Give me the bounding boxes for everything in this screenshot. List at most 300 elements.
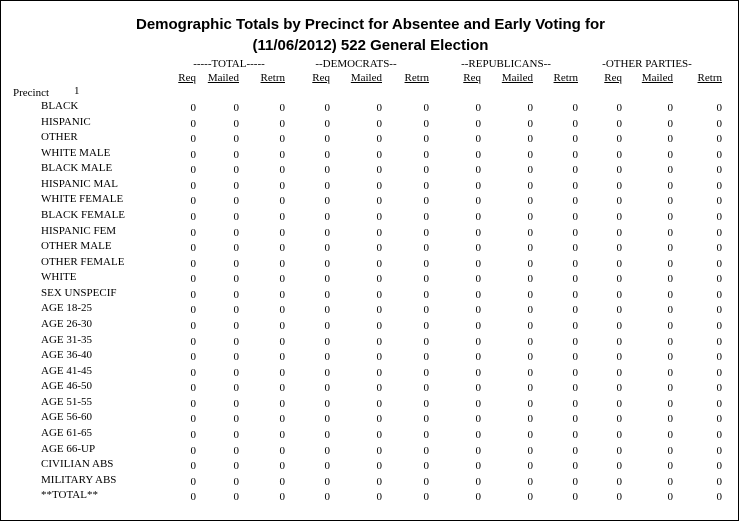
table-cell: 0 bbox=[324, 491, 330, 503]
table-cell: 0 bbox=[667, 211, 673, 223]
table-cell: 0 bbox=[423, 102, 429, 114]
table-cell: 0 bbox=[616, 382, 622, 394]
row-label: AGE 66-UP bbox=[41, 443, 96, 455]
table-cell: 0 bbox=[324, 149, 330, 161]
table-cell: 0 bbox=[716, 398, 722, 410]
row-label: SEX UNSPECIF bbox=[41, 287, 117, 299]
table-cell: 0 bbox=[423, 289, 429, 301]
row-label: HISPANIC FEM bbox=[41, 225, 117, 237]
table-cell: 0 bbox=[376, 413, 382, 425]
table-cell: 0 bbox=[190, 460, 196, 472]
table-cell: 0 bbox=[667, 273, 673, 285]
table-cell: 0 bbox=[190, 180, 196, 192]
table-cell: 0 bbox=[572, 304, 578, 316]
row-label: WHITE bbox=[41, 271, 77, 283]
group-header-republicans: --REPUBLICANS-- bbox=[461, 58, 551, 70]
table-cell: 0 bbox=[616, 273, 622, 285]
table-cell: 0 bbox=[324, 195, 330, 207]
table-cell: 0 bbox=[616, 133, 622, 145]
table-cell: 0 bbox=[527, 491, 533, 503]
table-cell: 0 bbox=[190, 133, 196, 145]
table-cell: 0 bbox=[233, 164, 239, 176]
table-cell: 0 bbox=[572, 413, 578, 425]
table-cell: 0 bbox=[527, 133, 533, 145]
table-cell: 0 bbox=[376, 445, 382, 457]
table-cell: 0 bbox=[279, 118, 285, 130]
table-cell: 0 bbox=[324, 445, 330, 457]
table-cell: 0 bbox=[572, 273, 578, 285]
table-cell: 0 bbox=[233, 351, 239, 363]
table-cell: 0 bbox=[279, 133, 285, 145]
table-cell: 0 bbox=[572, 258, 578, 270]
row-label: AGE 61-65 bbox=[41, 427, 93, 439]
table-cell: 0 bbox=[233, 413, 239, 425]
table-cell: 0 bbox=[667, 289, 673, 301]
table-cell: 0 bbox=[475, 133, 481, 145]
table-cell: 0 bbox=[572, 242, 578, 254]
table-cell: 0 bbox=[279, 149, 285, 161]
table-cell: 0 bbox=[572, 445, 578, 457]
table-cell: 0 bbox=[233, 491, 239, 503]
table-cell: 0 bbox=[475, 242, 481, 254]
table-cell: 0 bbox=[233, 289, 239, 301]
table-cell: 0 bbox=[716, 180, 722, 192]
table-cell: 0 bbox=[616, 211, 622, 223]
table-cell: 0 bbox=[279, 445, 285, 457]
table-cell: 0 bbox=[233, 460, 239, 472]
table-cell: 0 bbox=[475, 336, 481, 348]
table-cell: 0 bbox=[279, 211, 285, 223]
table-cell: 0 bbox=[527, 211, 533, 223]
table-cell: 0 bbox=[324, 476, 330, 488]
column-header-republicans-mailed: Mailed bbox=[501, 72, 533, 84]
row-label: AGE 36-40 bbox=[41, 349, 93, 361]
table-cell: 0 bbox=[716, 367, 722, 379]
table-cell: 0 bbox=[324, 460, 330, 472]
row-label: BLACK bbox=[41, 100, 79, 112]
table-cell: 0 bbox=[279, 476, 285, 488]
table-cell: 0 bbox=[190, 211, 196, 223]
table-cell: 0 bbox=[527, 180, 533, 192]
table-cell: 0 bbox=[475, 351, 481, 363]
row-label: OTHER FEMALE bbox=[41, 256, 125, 268]
table-cell: 0 bbox=[279, 242, 285, 254]
table-cell: 0 bbox=[423, 195, 429, 207]
table-cell: 0 bbox=[376, 273, 382, 285]
table-cell: 0 bbox=[716, 164, 722, 176]
table-cell: 0 bbox=[475, 413, 481, 425]
table-cell: 0 bbox=[667, 476, 673, 488]
table-cell: 0 bbox=[527, 227, 533, 239]
table-cell: 0 bbox=[324, 164, 330, 176]
table-cell: 0 bbox=[572, 429, 578, 441]
column-header-democrats-req: Req bbox=[312, 72, 330, 84]
table-cell: 0 bbox=[667, 242, 673, 254]
table-cell: 0 bbox=[233, 304, 239, 316]
table-cell: 0 bbox=[475, 118, 481, 130]
table-cell: 0 bbox=[572, 476, 578, 488]
column-header-other-parties-mailed: Mailed bbox=[641, 72, 673, 84]
table-cell: 0 bbox=[423, 164, 429, 176]
table-cell: 0 bbox=[667, 149, 673, 161]
table-cell: 0 bbox=[376, 133, 382, 145]
table-cell: 0 bbox=[572, 149, 578, 161]
table-cell: 0 bbox=[616, 227, 622, 239]
table-cell: 0 bbox=[716, 289, 722, 301]
report-title-line-2: (11/06/2012) 522 General Election bbox=[252, 37, 489, 54]
table-cell: 0 bbox=[190, 320, 196, 332]
row-label: AGE 26-30 bbox=[41, 318, 93, 330]
table-cell: 0 bbox=[190, 273, 196, 285]
table-cell: 0 bbox=[475, 180, 481, 192]
table-cell: 0 bbox=[190, 413, 196, 425]
table-cell: 0 bbox=[279, 304, 285, 316]
table-cell: 0 bbox=[572, 133, 578, 145]
table-cell: 0 bbox=[190, 351, 196, 363]
table-cell: 0 bbox=[423, 258, 429, 270]
table-cell: 0 bbox=[324, 382, 330, 394]
table-cell: 0 bbox=[475, 304, 481, 316]
row-label: AGE 46-50 bbox=[41, 380, 93, 392]
table-cell: 0 bbox=[716, 491, 722, 503]
table-cell: 0 bbox=[616, 258, 622, 270]
table-cell: 0 bbox=[527, 102, 533, 114]
table-cell: 0 bbox=[190, 227, 196, 239]
table-cell: 0 bbox=[423, 211, 429, 223]
table-cell: 0 bbox=[423, 304, 429, 316]
table-cell: 0 bbox=[527, 304, 533, 316]
table-cell: 0 bbox=[475, 429, 481, 441]
table-cell: 0 bbox=[190, 118, 196, 130]
table-cell: 0 bbox=[616, 102, 622, 114]
table-cell: 0 bbox=[233, 320, 239, 332]
table-cell: 0 bbox=[423, 476, 429, 488]
table-cell: 0 bbox=[475, 258, 481, 270]
table-cell: 0 bbox=[190, 242, 196, 254]
table-cell: 0 bbox=[190, 445, 196, 457]
table-cell: 0 bbox=[527, 320, 533, 332]
table-cell: 0 bbox=[616, 398, 622, 410]
table-cell: 0 bbox=[423, 413, 429, 425]
table-cell: 0 bbox=[667, 304, 673, 316]
table-cell: 0 bbox=[324, 398, 330, 410]
table-cell: 0 bbox=[233, 118, 239, 130]
table-cell: 0 bbox=[423, 382, 429, 394]
table-cell: 0 bbox=[324, 258, 330, 270]
table-cell: 0 bbox=[716, 445, 722, 457]
table-cell: 0 bbox=[616, 367, 622, 379]
table-cell: 0 bbox=[279, 351, 285, 363]
table-cell: 0 bbox=[527, 195, 533, 207]
table-cell: 0 bbox=[376, 351, 382, 363]
table-cell: 0 bbox=[716, 476, 722, 488]
table-cell: 0 bbox=[423, 118, 429, 130]
table-cell: 0 bbox=[279, 102, 285, 114]
table-cell: 0 bbox=[376, 102, 382, 114]
table-cell: 0 bbox=[616, 413, 622, 425]
table-cell: 0 bbox=[324, 273, 330, 285]
table-cell: 0 bbox=[475, 491, 481, 503]
table-cell: 0 bbox=[190, 258, 196, 270]
table-cell: 0 bbox=[376, 476, 382, 488]
table-cell: 0 bbox=[667, 491, 673, 503]
table-cell: 0 bbox=[324, 336, 330, 348]
table-cell: 0 bbox=[475, 320, 481, 332]
table-cell: 0 bbox=[572, 102, 578, 114]
table-cell: 0 bbox=[616, 491, 622, 503]
table-cell: 0 bbox=[667, 445, 673, 457]
table-cell: 0 bbox=[190, 491, 196, 503]
table-cell: 0 bbox=[324, 429, 330, 441]
table-cell: 0 bbox=[475, 460, 481, 472]
group-header-democrats: --DEMOCRATS-- bbox=[315, 58, 397, 70]
table-cell: 0 bbox=[667, 336, 673, 348]
column-header-other-parties-req: Req bbox=[604, 72, 622, 84]
table-cell: 0 bbox=[527, 382, 533, 394]
table-cell: 0 bbox=[279, 180, 285, 192]
table-cell: 0 bbox=[667, 118, 673, 130]
table-cell: 0 bbox=[475, 367, 481, 379]
table-cell: 0 bbox=[190, 164, 196, 176]
table-cell: 0 bbox=[233, 102, 239, 114]
table-cell: 0 bbox=[190, 195, 196, 207]
table-cell: 0 bbox=[190, 476, 196, 488]
table-cell: 0 bbox=[572, 164, 578, 176]
table-cell: 0 bbox=[376, 398, 382, 410]
table-cell: 0 bbox=[667, 367, 673, 379]
table-cell: 0 bbox=[376, 336, 382, 348]
table-cell: 0 bbox=[616, 476, 622, 488]
table-cell: 0 bbox=[527, 476, 533, 488]
row-label: HISPANIC bbox=[41, 116, 91, 128]
table-cell: 0 bbox=[527, 445, 533, 457]
table-cell: 0 bbox=[279, 413, 285, 425]
table-cell: 0 bbox=[233, 445, 239, 457]
table-cell: 0 bbox=[475, 211, 481, 223]
table-cell: 0 bbox=[716, 382, 722, 394]
row-label: BLACK FEMALE bbox=[41, 209, 126, 221]
table-cell: 0 bbox=[324, 118, 330, 130]
table-cell: 0 bbox=[716, 102, 722, 114]
table-cell: 0 bbox=[423, 398, 429, 410]
table-cell: 0 bbox=[190, 336, 196, 348]
table-cell: 0 bbox=[475, 149, 481, 161]
table-cell: 0 bbox=[324, 227, 330, 239]
table-cell: 0 bbox=[324, 242, 330, 254]
column-header-total-req: Req bbox=[178, 72, 196, 84]
row-label: WHITE MALE bbox=[41, 147, 111, 159]
table-cell: 0 bbox=[475, 398, 481, 410]
table-cell: 0 bbox=[233, 476, 239, 488]
table-cell: 0 bbox=[376, 164, 382, 176]
table-cell: 0 bbox=[423, 149, 429, 161]
table-cell: 0 bbox=[279, 164, 285, 176]
table-cell: 0 bbox=[423, 273, 429, 285]
table-cell: 0 bbox=[233, 180, 239, 192]
table-cell: 0 bbox=[423, 351, 429, 363]
table-cell: 0 bbox=[572, 382, 578, 394]
table-cell: 0 bbox=[716, 133, 722, 145]
table-cell: 0 bbox=[190, 429, 196, 441]
group-header-total: -----TOTAL----- bbox=[193, 58, 265, 70]
column-header-democrats-mailed: Mailed bbox=[350, 72, 382, 84]
table-cell: 0 bbox=[324, 320, 330, 332]
table-cell: 0 bbox=[572, 367, 578, 379]
table-cell: 0 bbox=[572, 180, 578, 192]
table-cell: 0 bbox=[423, 491, 429, 503]
row-label: OTHER MALE bbox=[41, 240, 112, 252]
table-cell: 0 bbox=[527, 149, 533, 161]
table-cell: 0 bbox=[616, 351, 622, 363]
table-cell: 0 bbox=[667, 320, 673, 332]
row-label: WHITE FEMALE bbox=[41, 193, 124, 205]
table-cell: 0 bbox=[616, 195, 622, 207]
table-cell: 0 bbox=[527, 258, 533, 270]
table-cell: 0 bbox=[233, 258, 239, 270]
table-cell: 0 bbox=[279, 382, 285, 394]
table-cell: 0 bbox=[376, 118, 382, 130]
table-cell: 0 bbox=[667, 413, 673, 425]
table-cell: 0 bbox=[667, 258, 673, 270]
column-header-democrats-retrn: Retrn bbox=[404, 72, 429, 84]
table-cell: 0 bbox=[423, 460, 429, 472]
row-label: CIVILIAN ABS bbox=[41, 458, 114, 470]
table-cell: 0 bbox=[376, 195, 382, 207]
table-cell: 0 bbox=[716, 211, 722, 223]
precinct-label: Precinct bbox=[13, 87, 50, 99]
table-cell: 0 bbox=[667, 164, 673, 176]
table-cell: 0 bbox=[527, 242, 533, 254]
table-cell: 0 bbox=[716, 195, 722, 207]
table-cell: 0 bbox=[233, 367, 239, 379]
table-cell: 0 bbox=[475, 273, 481, 285]
table-cell: 0 bbox=[279, 336, 285, 348]
table-cell: 0 bbox=[572, 460, 578, 472]
table-cell: 0 bbox=[376, 289, 382, 301]
table-cell: 0 bbox=[279, 227, 285, 239]
table-cell: 0 bbox=[233, 133, 239, 145]
table-cell: 0 bbox=[716, 460, 722, 472]
table-cell: 0 bbox=[475, 382, 481, 394]
table-cell: 0 bbox=[376, 180, 382, 192]
row-label: HISPANIC MAL bbox=[41, 178, 118, 190]
table-cell: 0 bbox=[475, 289, 481, 301]
column-header-total-mailed: Mailed bbox=[207, 72, 239, 84]
table-cell: 0 bbox=[527, 413, 533, 425]
report-title-line-1: Demographic Totals by Precinct for Absentee and Early Voting for bbox=[136, 16, 605, 33]
table-cell: 0 bbox=[190, 149, 196, 161]
table-cell: 0 bbox=[572, 195, 578, 207]
table-cell: 0 bbox=[279, 367, 285, 379]
table-cell: 0 bbox=[279, 460, 285, 472]
table-cell: 0 bbox=[572, 289, 578, 301]
table-cell: 0 bbox=[233, 211, 239, 223]
table-cell: 0 bbox=[376, 382, 382, 394]
table-cell: 0 bbox=[279, 273, 285, 285]
table-cell: 0 bbox=[667, 382, 673, 394]
table-cell: 0 bbox=[667, 429, 673, 441]
table-cell: 0 bbox=[475, 164, 481, 176]
table-cell: 0 bbox=[667, 195, 673, 207]
table-cell: 0 bbox=[423, 227, 429, 239]
table-cell: 0 bbox=[527, 164, 533, 176]
table-cell: 0 bbox=[527, 273, 533, 285]
table-cell: 0 bbox=[572, 320, 578, 332]
table-cell: 0 bbox=[324, 211, 330, 223]
table-cell: 0 bbox=[376, 227, 382, 239]
table-cell: 0 bbox=[279, 195, 285, 207]
table-cell: 0 bbox=[190, 304, 196, 316]
table-cell: 0 bbox=[716, 320, 722, 332]
table-cell: 0 bbox=[475, 102, 481, 114]
table-cell: 0 bbox=[616, 460, 622, 472]
table-cell: 0 bbox=[616, 336, 622, 348]
table-cell: 0 bbox=[616, 289, 622, 301]
table-cell: 0 bbox=[527, 398, 533, 410]
table-cell: 0 bbox=[233, 398, 239, 410]
column-header-republicans-retrn: Retrn bbox=[553, 72, 578, 84]
table-cell: 0 bbox=[616, 304, 622, 316]
table-cell: 0 bbox=[190, 102, 196, 114]
table-cell: 0 bbox=[667, 460, 673, 472]
row-label: AGE 56-60 bbox=[41, 411, 93, 423]
table-cell: 0 bbox=[324, 102, 330, 114]
table-cell: 0 bbox=[279, 429, 285, 441]
table-cell: 0 bbox=[475, 195, 481, 207]
table-cell: 0 bbox=[667, 227, 673, 239]
row-label: AGE 18-25 bbox=[41, 302, 93, 314]
table-cell: 0 bbox=[324, 413, 330, 425]
table-cell: 0 bbox=[572, 336, 578, 348]
column-header-republicans-req: Req bbox=[463, 72, 481, 84]
table-cell: 0 bbox=[233, 149, 239, 161]
table-cell: 0 bbox=[423, 445, 429, 457]
table-cell: 0 bbox=[423, 180, 429, 192]
table-cell: 0 bbox=[572, 351, 578, 363]
table-cell: 0 bbox=[376, 491, 382, 503]
table-cell: 0 bbox=[423, 242, 429, 254]
table-cell: 0 bbox=[572, 118, 578, 130]
table-cell: 0 bbox=[376, 367, 382, 379]
table-cell: 0 bbox=[667, 133, 673, 145]
table-cell: 0 bbox=[376, 429, 382, 441]
table-cell: 0 bbox=[190, 382, 196, 394]
table-cell: 0 bbox=[423, 320, 429, 332]
table-cell: 0 bbox=[324, 304, 330, 316]
table-cell: 0 bbox=[667, 180, 673, 192]
table-cell: 0 bbox=[475, 227, 481, 239]
row-label: OTHER bbox=[41, 131, 78, 143]
table-cell: 0 bbox=[667, 398, 673, 410]
table-cell: 0 bbox=[572, 398, 578, 410]
table-cell: 0 bbox=[423, 133, 429, 145]
table-cell: 0 bbox=[527, 118, 533, 130]
table-cell: 0 bbox=[527, 351, 533, 363]
table-cell: 0 bbox=[616, 180, 622, 192]
row-label: AGE 51-55 bbox=[41, 396, 93, 408]
table-cell: 0 bbox=[376, 211, 382, 223]
row-label: **TOTAL** bbox=[41, 489, 98, 501]
table-cell: 0 bbox=[572, 211, 578, 223]
table-cell: 0 bbox=[376, 242, 382, 254]
table-cell: 0 bbox=[475, 476, 481, 488]
column-header-other-parties-retrn: Retrn bbox=[697, 72, 722, 84]
table-cell: 0 bbox=[716, 429, 722, 441]
table-cell: 0 bbox=[716, 413, 722, 425]
table-cell: 0 bbox=[233, 273, 239, 285]
table-cell: 0 bbox=[279, 491, 285, 503]
table-cell: 0 bbox=[233, 382, 239, 394]
